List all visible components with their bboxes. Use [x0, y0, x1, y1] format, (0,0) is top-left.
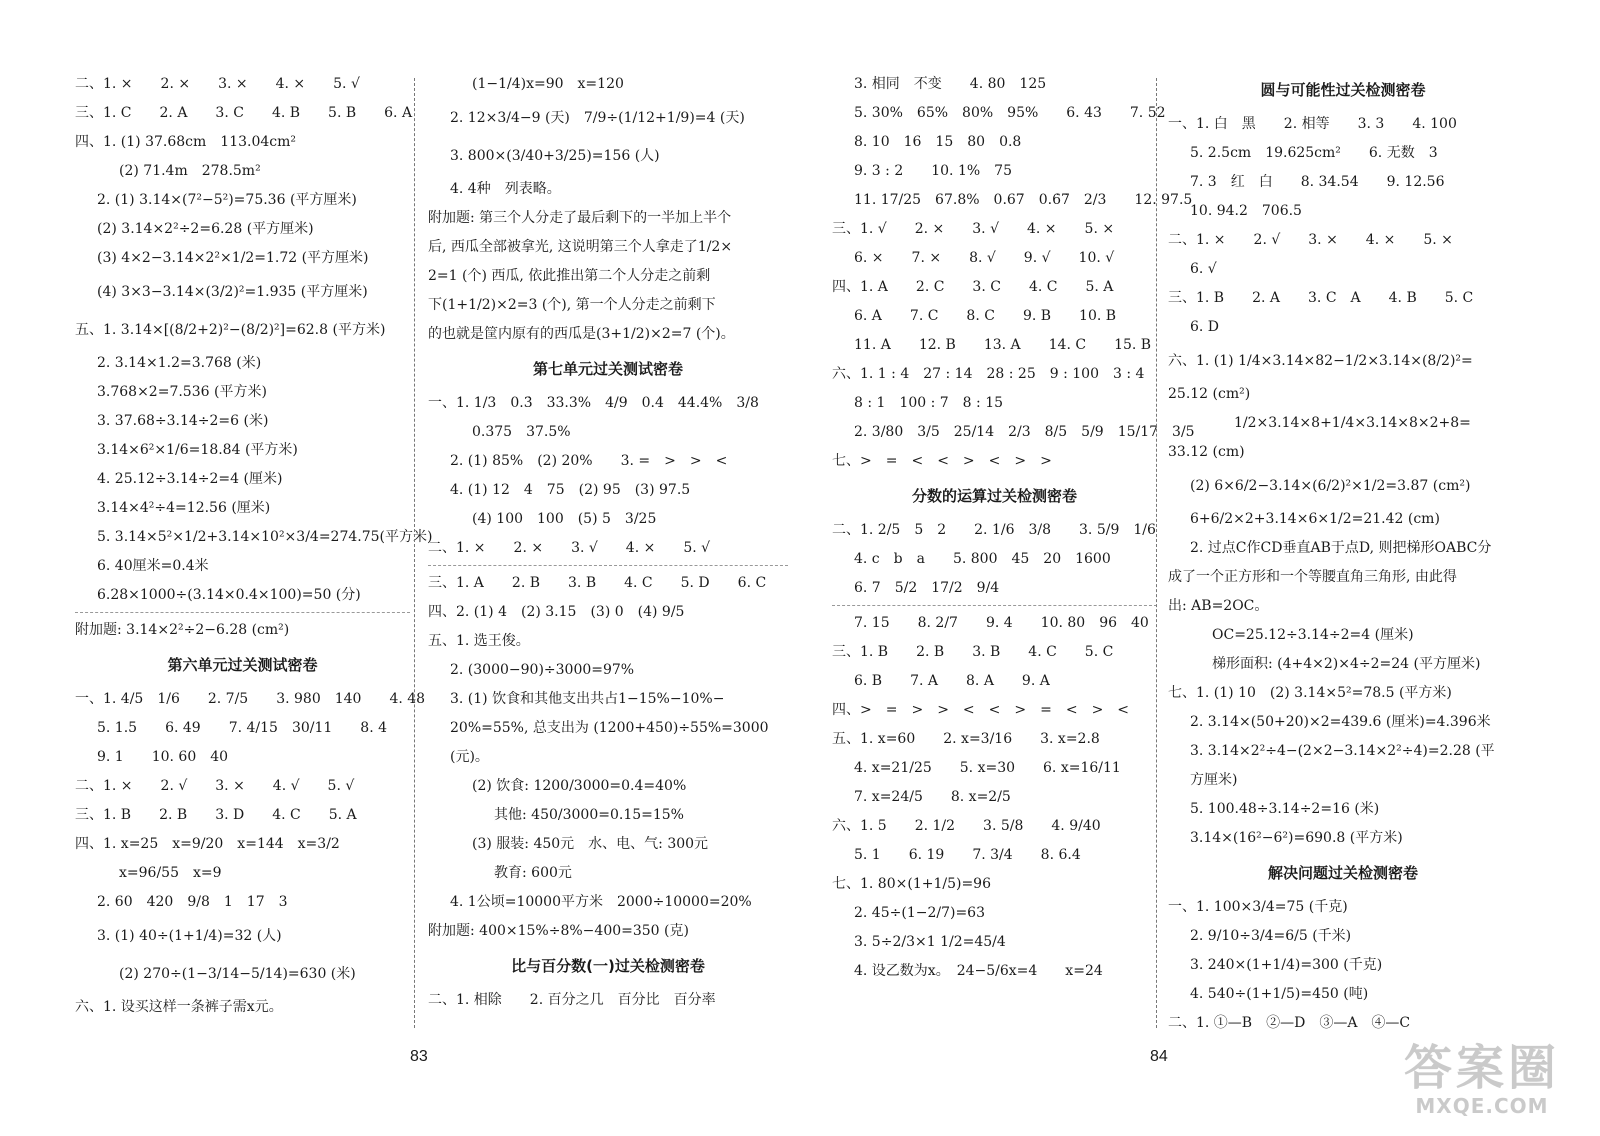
- answer-line: 1/2×3.14×8+1/4×3.14×8×2+8=: [1234, 415, 1471, 431]
- page-number: 83: [410, 1048, 428, 1065]
- answer-line: 8. 10 16 15 80 0.8: [854, 134, 1022, 150]
- answer-line: 3. 相同 不变 4. 80 125: [854, 76, 1047, 92]
- answer-line: 11. 17/25 67.8% 0.67̇ 0.6̇7̇ 2/3 12. 97.5: [854, 192, 1193, 208]
- answer-line: 四、1. A 2. C 3. C 4. C 5. A: [832, 279, 1114, 295]
- answer-line: 6. 40厘米=0.4米: [97, 558, 209, 574]
- answer-line: 其他: 450/3000=0.15=15%: [494, 807, 684, 823]
- answer-line: 2. 9/10÷3/4=6/5 (千米): [1190, 928, 1352, 944]
- answer-line: 11. A 12. B 13. A 14. C 15. B: [854, 337, 1152, 353]
- answer-line: 七、1. (1) 10 (2) 3.14×5²=78.5 (平方米): [1168, 685, 1452, 701]
- answer-line: 梯形面积: (4+4×2)×4÷2=24 (平方厘米): [1212, 656, 1481, 672]
- answer-line: 下(1+1/2)×2=3 (个), 第一个人分走之前剩下: [428, 297, 716, 313]
- answer-line: 二、1. × 2. √ 3. × 4. × 5. ×: [1168, 232, 1453, 248]
- answer-line: 2. 60 420 9/8 1 17 3: [97, 894, 288, 910]
- answer-line: 3. 37.68÷3.14÷2=6 (米): [97, 413, 269, 429]
- section-heading: 比与百分数(一)过关检测密卷: [511, 957, 705, 975]
- section-heading: 圆与可能性过关检测密卷: [1260, 81, 1426, 99]
- answer-line: 一、1. 100×3/4=75 (千克): [1168, 899, 1348, 915]
- answer-line: 4. 4种 列表略。: [450, 181, 561, 197]
- answer-line: 0.375 37.5%: [472, 424, 571, 440]
- answer-line: 4. 25.12÷3.14÷2=4 (厘米): [97, 471, 283, 487]
- answer-line: 后, 西瓜全部被拿光, 这说明第三个人拿走了1/2×: [428, 239, 733, 255]
- answer-line: 6+6/2×2+3.14×6×1/2=21.42 (cm): [1190, 511, 1440, 527]
- answer-line: 一、1. 1/3 0.3̇ 33.3% 4/9 0.4̇ 44.4% 3/8: [428, 395, 759, 411]
- answer-line: 3.768×2=7.536 (平方米): [97, 384, 267, 400]
- answer-line: 六、1. 设买这样一条裤子需x元。: [75, 999, 283, 1015]
- answer-line: 3. 3.14×2²÷4−(2×2−3.14×2²÷4)=2.28 (平: [1190, 743, 1495, 759]
- answer-line: 方厘米): [1190, 772, 1238, 788]
- answer-line: 2. 12×3/4−9 (天) 7/9÷(1/12+1/9)=4 (天): [450, 110, 745, 126]
- answer-line: 2. 3.14×1.2=3.768 (米): [97, 355, 262, 371]
- answer-line: 附加题: 第三个人分走了最后剩下的一半加上半个: [428, 210, 732, 226]
- answer-line: 2. 3.14×(50+20)×2=439.6 (厘米)=4.396米: [1190, 714, 1491, 730]
- answer-line: 三、1. B 2. A 3. C A 4. B 5. C: [1168, 290, 1474, 306]
- answer-line: 3.14×6²×1/6=18.84 (平方米): [97, 442, 298, 458]
- answer-line: 5. 1 6. 19 7. 3/4 8. 6.4: [854, 847, 1081, 863]
- watermark-text: 答案圈: [1403, 1040, 1560, 1096]
- answer-line: 6. D: [1190, 319, 1220, 335]
- answer-line: 二、1. ①—B ②—D ③—A ④—C: [1168, 1015, 1411, 1031]
- page-84: [800, 0, 1600, 1136]
- answer-line: 三、1. A 2. B 3. B 4. C 5. D 6. C: [428, 575, 767, 591]
- answer-line: 附加题: 3.14×2²÷2−6.28 (cm²): [75, 622, 290, 638]
- answer-line: 四、> = > > < < > = < > <: [832, 702, 1130, 718]
- answer-column: [1168, 70, 1518, 1038]
- page-number: 84: [1150, 1048, 1168, 1065]
- answer-line: (2) 270÷(1−3/14−5/14)=630 (米): [119, 966, 356, 982]
- answer-line: 3.14×4²÷4=12.56 (厘米): [97, 500, 271, 516]
- answer-line: 4. 1公顷=10000平方米 2000÷10000=20%: [450, 894, 752, 910]
- answer-line: 6. × 7. × 8. √ 9. √ 10. √: [854, 250, 1115, 266]
- answer-line: (1−1/4)x=90 x=120: [472, 76, 624, 92]
- answer-line: 三、1. √ 2. × 3. √ 4. × 5. ×: [832, 221, 1115, 237]
- answer-line: 9. 1 10. 60 40: [97, 749, 229, 765]
- answer-line: 7. 3 红 白 8. 34.54 9. 12.56: [1190, 174, 1445, 190]
- answer-line: 教育: 600元: [494, 865, 572, 881]
- answer-line: 6.28×1000÷(3.14×0.4×100)=50 (分): [97, 587, 361, 603]
- watermark-url: MXQE.COM: [1415, 1094, 1549, 1118]
- dashed-separator: [75, 612, 410, 613]
- answer-line: 四、1. (1) 37.68cm 113.04cm²: [75, 134, 296, 150]
- answer-line: 二、1. × 2. √ 3. × 4. √ 5. √: [75, 778, 355, 794]
- answer-line: 4. (1) 12 4 75 (2) 95 (3) 97.5: [450, 482, 691, 498]
- answer-column: [75, 70, 433, 1022]
- answer-line: 成了一个正方形和一个等腰直角三角形, 由此得: [1168, 569, 1457, 585]
- answer-line: 五、1. 3.14×[(8/2+2)²−(8/2)²]=62.8 (平方米): [75, 322, 386, 338]
- dashed-separator: [428, 565, 788, 566]
- answer-line: 5. 2.5cm 19.625cm² 6. 无数 3: [1190, 145, 1438, 161]
- answer-line: 3. 5÷2/3×1 1/2=45/4: [854, 934, 1006, 950]
- answer-column: [428, 70, 788, 1015]
- answer-line: (2) 饮食: 1200/3000=0.4=40%: [472, 778, 687, 794]
- section-heading: 第六单元过关测试密卷: [167, 656, 318, 674]
- answer-line: 六、1. 1 : 4 27 : 14 28 : 25 9 : 100 3 : 4: [832, 366, 1145, 382]
- column-divider: [414, 78, 415, 1028]
- answer-line: 6. A 7. C 8. C 9. B 10. B: [854, 308, 1117, 324]
- answer-line: 3. 800×(3/40+3/25)=156 (人): [450, 148, 660, 164]
- answer-line: 五、1. 选王俊。: [428, 633, 530, 649]
- answer-line: 七、> = < < > < > >: [832, 453, 1052, 469]
- answer-line: 7. 15 8. 2/7 9. 4 10. 80 96 40: [854, 615, 1149, 631]
- answer-line: (4) 100 100 (5) 5 3/25: [472, 511, 657, 527]
- answer-line: 5. 100.48÷3.14÷2=16 (米): [1190, 801, 1380, 817]
- section-heading: 第七单元过关测试密卷: [532, 360, 683, 378]
- dashed-separator: [832, 605, 1157, 606]
- answer-line: 一、1. 4/5 1/6 2. 7/5 3. 980 140 4. 48: [75, 691, 426, 707]
- answer-line: 一、1. 白 黑 2. 相等 3. 3 4. 100: [1168, 116, 1457, 132]
- answer-line: 33.12 (cm): [1168, 444, 1245, 460]
- answer-line: 6. B 7. A 8. A 9. A: [854, 673, 1050, 689]
- answer-line: (3) 服装: 450元 水、电、气: 300元: [472, 836, 709, 852]
- answer-line: 2. 3/80 3/5 25/14 2/3 8/5 5/9 15/17 3/5: [854, 424, 1195, 440]
- answer-line: 6. 7 5/2 17/2 9/4: [854, 580, 1000, 596]
- answer-column: [832, 70, 1195, 986]
- answer-line: 4. c b a 5. 800 45 20 1600: [854, 551, 1111, 567]
- answer-line: 7. x=24/5 8. x=2/5: [854, 789, 1011, 805]
- watermark-logo: [1404, 1042, 1560, 1118]
- answer-line: (4) 3×3−3.14×(3/2)²=1.935 (平方厘米): [97, 284, 368, 300]
- answer-line: 5. 1.5 6. 49 7. 4/15 30/11 8. 4: [97, 720, 388, 736]
- answer-line: 2. 45÷(1−2/7)=63: [854, 905, 985, 921]
- answer-line: 2. (3000−90)÷3000=97%: [450, 662, 635, 678]
- answer-line: (2) 71.4m 278.5m²: [119, 163, 261, 179]
- answer-line: 七、1. 80×(1+1/5)=96: [832, 876, 991, 892]
- answer-line: 2. (1) 85% (2) 20% 3. = > > <: [450, 453, 728, 469]
- answer-line: 六、1. (1) 1/4×3.14×82−1/2×3.14×(8/2)²=: [1168, 353, 1473, 369]
- answer-line: (2) 6×6/2−3.14×(6/2)²×1/2=3.87 (cm²): [1190, 478, 1471, 494]
- answer-line: 3.14×(16²−6²)=690.8 (平方米): [1190, 830, 1403, 846]
- answer-line: 4. 540÷(1+1/5)=450 (吨): [1190, 986, 1369, 1002]
- answer-line: (3) 4×2−3.14×2²×1/2=1.72 (平方厘米): [97, 250, 369, 266]
- answer-line: 5. 30% 65% 80% 95% 6. 43 7. 52: [854, 105, 1166, 121]
- answer-line: 3. (1) 40÷(1+1/4)=32 (人): [97, 928, 282, 944]
- answer-line: 二、1. 2/5 5 2 2. 1/6 3/8 3. 5/9 1/6: [832, 522, 1156, 538]
- column-divider: [1156, 78, 1157, 1028]
- answer-line: x=96/55 x=9: [119, 865, 222, 881]
- answer-line: 6. √: [1190, 261, 1217, 277]
- answer-line: 9. 3 : 2 10. 1% 75: [854, 163, 1012, 179]
- answer-line: 附加题: 400×15%÷8%−400=350 (克): [428, 923, 689, 939]
- answer-line: 3. 240×(1+1/4)=300 (千克): [1190, 957, 1383, 973]
- answer-line: OC=25.12÷3.14÷2=4 (厘米): [1212, 627, 1414, 643]
- answer-line: 四、2. (1) 4 (2) 3.15 (3) 0 (4) 9/5: [428, 604, 685, 620]
- answer-line: 3. (1) 饮食和其他支出共占1−15%−10%−: [450, 691, 725, 707]
- answer-line: 三、1. C 2. A 3. C 4. B 5. B 6. A: [75, 105, 413, 121]
- answer-line: 三、1. B 2. B 3. D 4. C 5. A: [75, 807, 357, 823]
- answer-line: (2) 3.14×2²÷2=6.28 (平方厘米): [97, 221, 314, 237]
- answer-line: 的也就是筐内原有的西瓜是(3+1/2)×2=7 (个)。: [428, 326, 735, 342]
- answer-line: 2=1 (个) 西瓜, 依此推出第二个人分走之前剩: [428, 268, 711, 284]
- answer-line: 六、1. 5 2. 1/2 3. 5/8 4. 9/40: [832, 818, 1101, 834]
- answer-line: 二、1. × 2. × 3. × 4. × 5. √: [75, 76, 360, 92]
- answer-line: 二、1. × 2. × 3. √ 4. × 5. √: [428, 540, 711, 556]
- answer-line: 4. 设乙数为x。 24−5/6x=4 x=24: [854, 963, 1103, 979]
- answer-line: 8 : 1 100 : 7 8 : 15: [854, 395, 1004, 411]
- answer-line: 10. 94.2 706.5: [1190, 203, 1302, 219]
- answer-line: 20%=55%, 总支出为 (1200+450)÷55%=3000: [450, 720, 769, 736]
- answer-line: 2. (1) 3.14×(7²−5²)=75.36 (平方厘米): [97, 192, 357, 208]
- answer-line: 25.12 (cm²): [1168, 386, 1251, 402]
- answer-line: 2. 过点C作CD垂直AB于点D, 则把梯形OABC分: [1190, 540, 1492, 556]
- answer-line: 二、1. 相除 2. 百分之几 百分比 百分率: [428, 992, 716, 1008]
- answer-line: 出: AB=2OC。: [1168, 598, 1269, 614]
- answer-line: (元)。: [450, 749, 489, 765]
- answer-line: 四、1. x=25 x=9/20 x=144 x=3/2: [75, 836, 340, 852]
- section-heading: 解决问题过关检测密卷: [1267, 864, 1418, 882]
- answer-line: 五、1. x=60 2. x=3/16 3. x=2.8: [832, 731, 1100, 747]
- answer-line: 5. 3.14×5²×1/2+3.14×10²×3/4=274.75(平方米): [97, 529, 433, 545]
- section-heading: 分数的运算过关检测密卷: [911, 487, 1077, 505]
- answer-line: 4. x=21/25 5. x=30 6. x=16/11: [854, 760, 1121, 776]
- answer-line: 三、1. B 2. B 3. B 4. C 5. C: [832, 644, 1114, 660]
